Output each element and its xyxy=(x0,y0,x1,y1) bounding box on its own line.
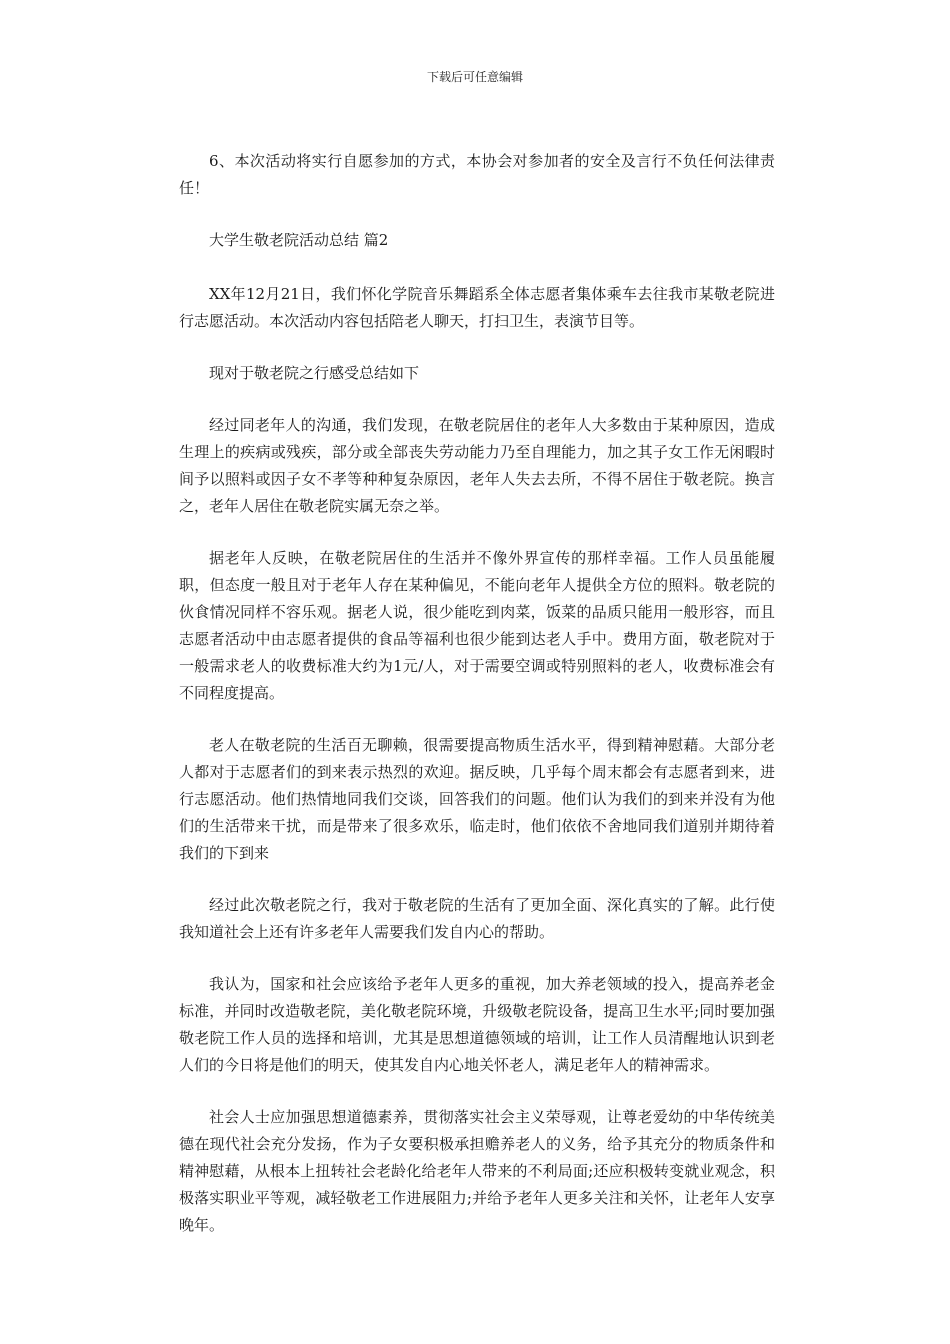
paragraph-reflection: 经过此次敬老院之行，我对于敬老院的生活有了更加全面、深化真实的了解。此行使我知道社会上还有许多老年人需要我们发自内心的帮助。 xyxy=(179,896,775,941)
paragraph-recommendations: 我认为，国家和社会应该给予老年人更多的重视，加大养老领域的投入，提高养老金标准，并同时改造敬老院，美化敬老院环境，升级敬老院设备，提高卫生水平;同时要加强敬老院工作人员的选择和培训，尤其是思想道德领域的培训，让工作人员清醒地认识到老人们的今日将是他们的明天，使其发自内心地关怀老人，满足老年人的精神需求。 xyxy=(179,975,775,1074)
paragraph-society: 社会人士应加强思想道德素养，贯彻落实社会主义荣辱观，让尊老爱幼的中华传统美德在现代社会充分发扬，作为子女要积极承担赡养老人的义务，给予其充分的物质条件和精神慰藉，从根本上扭转社会老龄化给老年人带来的不利局面;还应积极转变就业观念，积极落实职业平等观，减轻敬老工作进展阻力;并给予老年人更多关注和关怀，让老年人安享晚年。 xyxy=(179,1108,775,1234)
section-title: 大学生敬老院活动总结 篇2 xyxy=(209,231,389,249)
document-body xyxy=(179,148,775,1264)
page-header-note: 下载后可任意编辑 xyxy=(426,70,523,84)
paragraph-volunteer-welcome: 老人在敬老院的生活百无聊赖，很需要提高物质生活水平，得到精神慰藉。大部分老人都对于志愿者们的到来表示热烈的欢迎。据反映，几乎每个周末都会有志愿者到来，进行志愿活动。他们热情地同我们交谈，回答我们的问题。他们认为我们的到来并没有为他们的生活带来干扰，而是带来了很多欢乐，临走时，他们依依不舍地同我们道别并期待着我们的下到来 xyxy=(179,736,775,862)
paragraph-living-conditions: 据老年人反映，在敬老院居住的生活并不像外界宣传的那样幸福。工作人员虽能履职，但态度一般且对于老年人存在某种偏见，不能向老年人提供全方位的照料。敬老院的伙食情况同样不容乐观。据老人说，很少能吃到肉菜，饭菜的品质只能用一般形容，而且志愿者活动中由志愿者提供的食品等福利也很少能到达老人手中。费用方面，敬老院对于一般需求老人的收费标准大约为1元/人，对于需要空调或特别照料的老人，收费标准会有不同程度提高。 xyxy=(179,549,775,702)
paragraph-disclaimer: 6、本次活动将实行自愿参加的方式，本协会对参加者的安全及言行不负任何法律责任！ xyxy=(179,152,775,197)
paragraph-findings: 经过同老年人的沟通，我们发现，在敬老院居住的老年人大多数由于某种原因，造成生理上的疾病或残疾，部分或全部丧失劳动能力乃至自理能力，加之其子女工作无闲暇时间予以照料或因子女不孝等种种复杂原因，老年人失去去所，不得不居住于敬老院。换言之，老年人居住在敬老院实属无奈之举。 xyxy=(179,416,775,515)
paragraph-intro: XX年12月21日，我们怀化学院音乐舞蹈系全体志愿者集体乘车去往我市某敬老院进行志愿活动。本次活动内容包括陪老人聊天，打扫卫生，表演节目等。 xyxy=(179,285,775,330)
paragraph-summary-lead: 现对于敬老院之行感受总结如下 xyxy=(209,364,420,382)
